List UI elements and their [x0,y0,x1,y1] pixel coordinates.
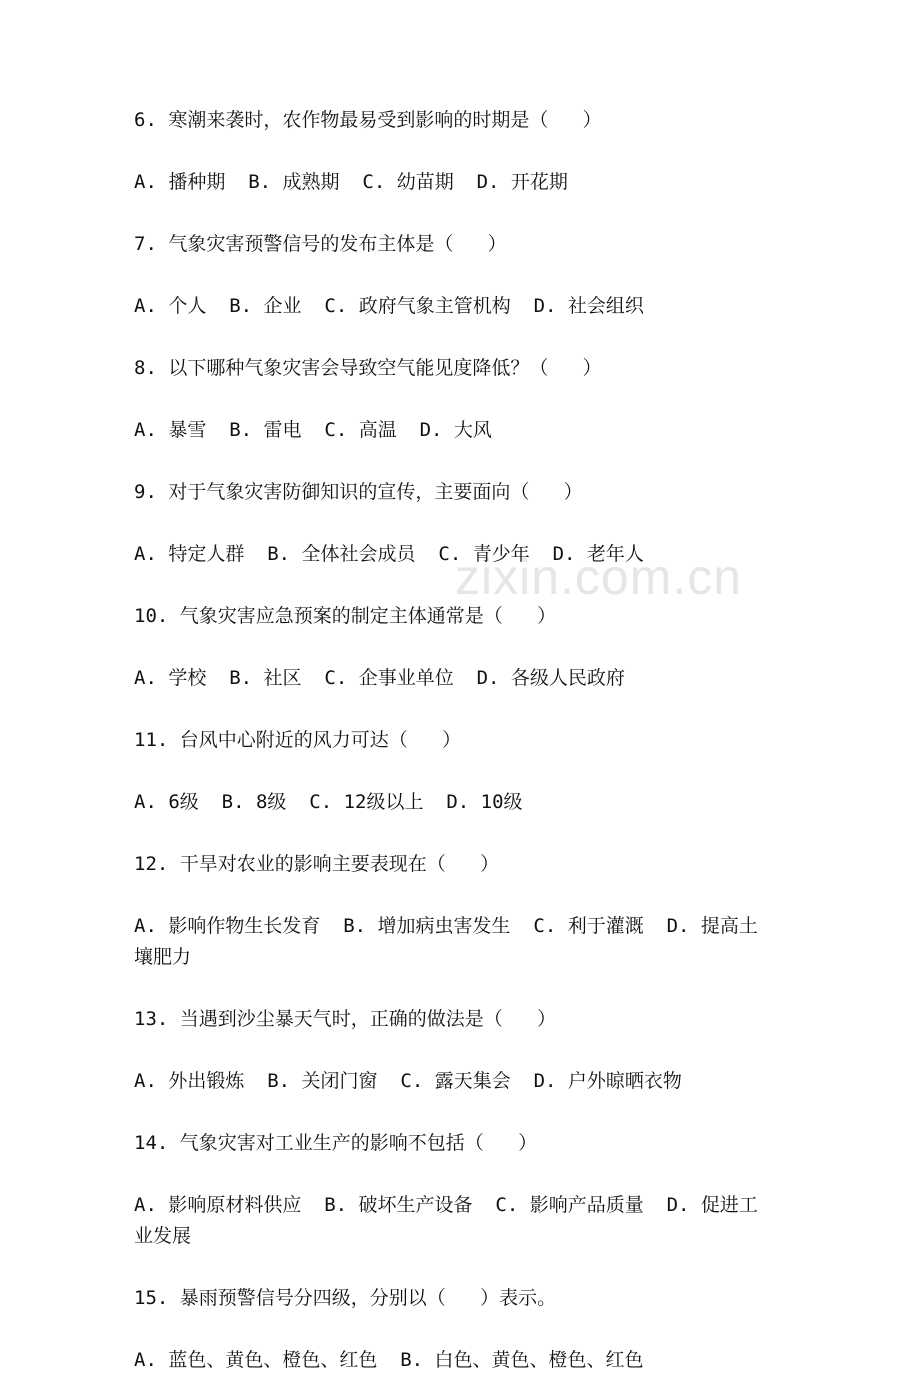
question-11 [134,725,774,849]
watermark: zixin.com.cn [455,549,743,605]
question-stem: 12. 干旱对农业的影响主要表现在（ ） [134,853,500,875]
question-stem: 15. 暴雨预警信号分四级，分别以（ ）表示。 [134,1287,557,1309]
question-options: A. 学校 B. 社区 C. 企事业单位 D. 各级人民政府 [134,667,625,689]
question-10 [134,601,774,725]
question-stem: 7. 气象灾害预警信号的发布主体是（ ） [134,233,507,255]
question-stem: 6. 寒潮来袭时，农作物最易受到影响的时期是（ ） [134,109,602,131]
question-options: A. 蓝色、黄色、橙色、红色 B. 白色、黄色、橙色、红色 [134,1349,644,1371]
question-stem: 11. 台风中心附近的风力可达（ ） [134,729,462,751]
question-13 [134,1004,774,1128]
question-options: A. 播种期 B. 成熟期 C. 幼苗期 D. 开花期 [134,171,568,193]
question-options: A. 6级 B. 8级 C. 12级以上 D. 10级 [134,791,523,813]
question-stem: 8. 以下哪种气象灾害会导致空气能见度降低？（ ） [134,357,602,379]
question-options: A. 影响原材料供应 B. 破坏生产设备 C. 影响产品质量 D. 促进工业发展 [134,1194,758,1247]
question-14 [134,1128,774,1283]
question-7 [134,229,774,353]
question-options: A. 特定人群 B. 全体社会成员 C. 青少年 D. 老年人 [134,543,644,565]
question-list [134,105,774,1376]
question-stem: 10. 气象灾害应急预案的制定主体通常是（ ） [134,605,557,627]
question-9 [134,477,774,601]
question-stem: 9. 对于气象灾害防御知识的宣传，主要面向（ ） [134,481,583,503]
question-8 [134,353,774,477]
question-stem: 13. 当遇到沙尘暴天气时，正确的做法是（ ） [134,1008,557,1030]
question-15 [134,1283,774,1376]
question-stem: 14. 气象灾害对工业生产的影响不包括（ ） [134,1132,538,1154]
question-options: A. 个人 B. 企业 C. 政府气象主管机构 D. 社会组织 [134,295,644,317]
question-options: A. 外出锻炼 B. 关闭门窗 C. 露天集会 D. 户外晾晒衣物 [134,1070,682,1092]
question-12 [134,849,774,1004]
question-options: A. 暴雪 B. 雷电 C. 高温 D. 大风 [134,419,492,441]
question-6 [134,105,774,229]
question-options: A. 影响作物生长发育 B. 增加病虫害发生 C. 利于灌溉 D. 提高土壤肥力 [134,915,758,968]
